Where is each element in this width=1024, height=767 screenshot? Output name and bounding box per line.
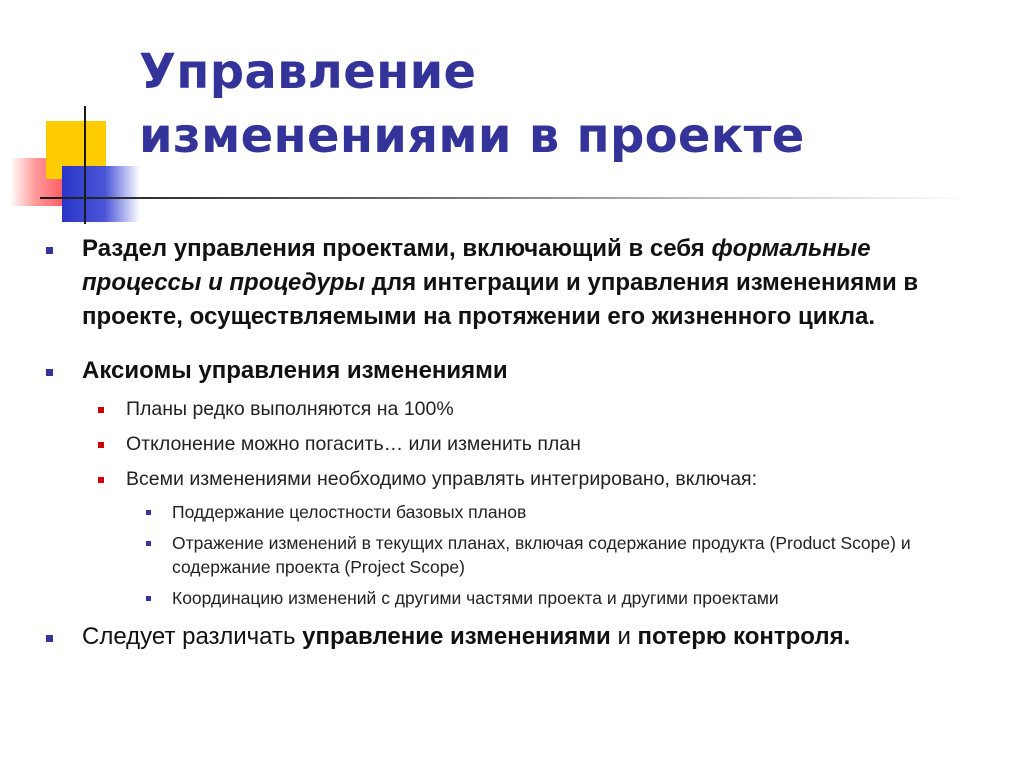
sub-sub-bullet-text: Поддержание целостности базовых планов: [172, 502, 527, 522]
bullet-item: [40, 620, 990, 654]
square-bullet-icon: [146, 596, 151, 601]
square-bullet-icon: [146, 541, 151, 546]
sub-sub-bullet-text: Отражение изменений в текущих планах, включая содержание продукта (Product Scope) и содержание проекта (Project Scope): [172, 533, 911, 577]
slide-title: [139, 40, 979, 168]
slide-title-line-1: Управление: [139, 44, 477, 100]
slide-content: [40, 232, 990, 654]
square-bullet-icon: [146, 510, 151, 515]
sub-bullet-item: [40, 430, 990, 458]
sub-bullet-item: [40, 395, 990, 423]
red-square-bullet-icon: [98, 477, 104, 483]
title-underline: [40, 197, 970, 199]
sub-sub-bullet-item: [40, 586, 990, 610]
decorative-vertical-line: [84, 106, 86, 224]
bullet-text: Аксиомы управления изменениями: [82, 357, 508, 384]
bullet-text: Следует различать управление изменениями и потерю контроля.: [82, 623, 851, 650]
sub-bullet-text: Всеми изменениями необходимо управлять интегрировано, включая:: [126, 468, 758, 490]
bullet-text: Раздел управления проектами, включающий в себя формальные процессы и процедуры для интеграции и управления изменениями в проекте, осуществляемыми на протяжении его жизненного цикла.: [82, 235, 919, 330]
square-bullet-icon: [46, 369, 53, 376]
square-bullet-icon: [46, 247, 53, 254]
sub-sub-bullet-item: [40, 531, 990, 579]
sub-sub-bullet-text: Координацию изменений с другими частями проекта и другими проектами: [172, 588, 779, 608]
square-bullet-icon: [46, 635, 53, 642]
bullet-item: [40, 232, 990, 334]
red-square-bullet-icon: [98, 407, 104, 413]
sub-bullet-item: [40, 465, 990, 493]
sub-bullet-text: Планы редко выполняются на 100%: [126, 398, 454, 420]
red-square-bullet-icon: [98, 442, 104, 448]
emphasis-text: формальные процессы и процедуры: [82, 235, 871, 296]
sub-sub-bullet-item: [40, 500, 990, 524]
sub-bullet-text: Отклонение можно погасить… или изменить план: [126, 433, 581, 455]
slide-title-line-2: изменениями в проекте: [139, 108, 805, 164]
bullet-item: [40, 354, 990, 388]
decorative-blue-square: [62, 166, 140, 222]
